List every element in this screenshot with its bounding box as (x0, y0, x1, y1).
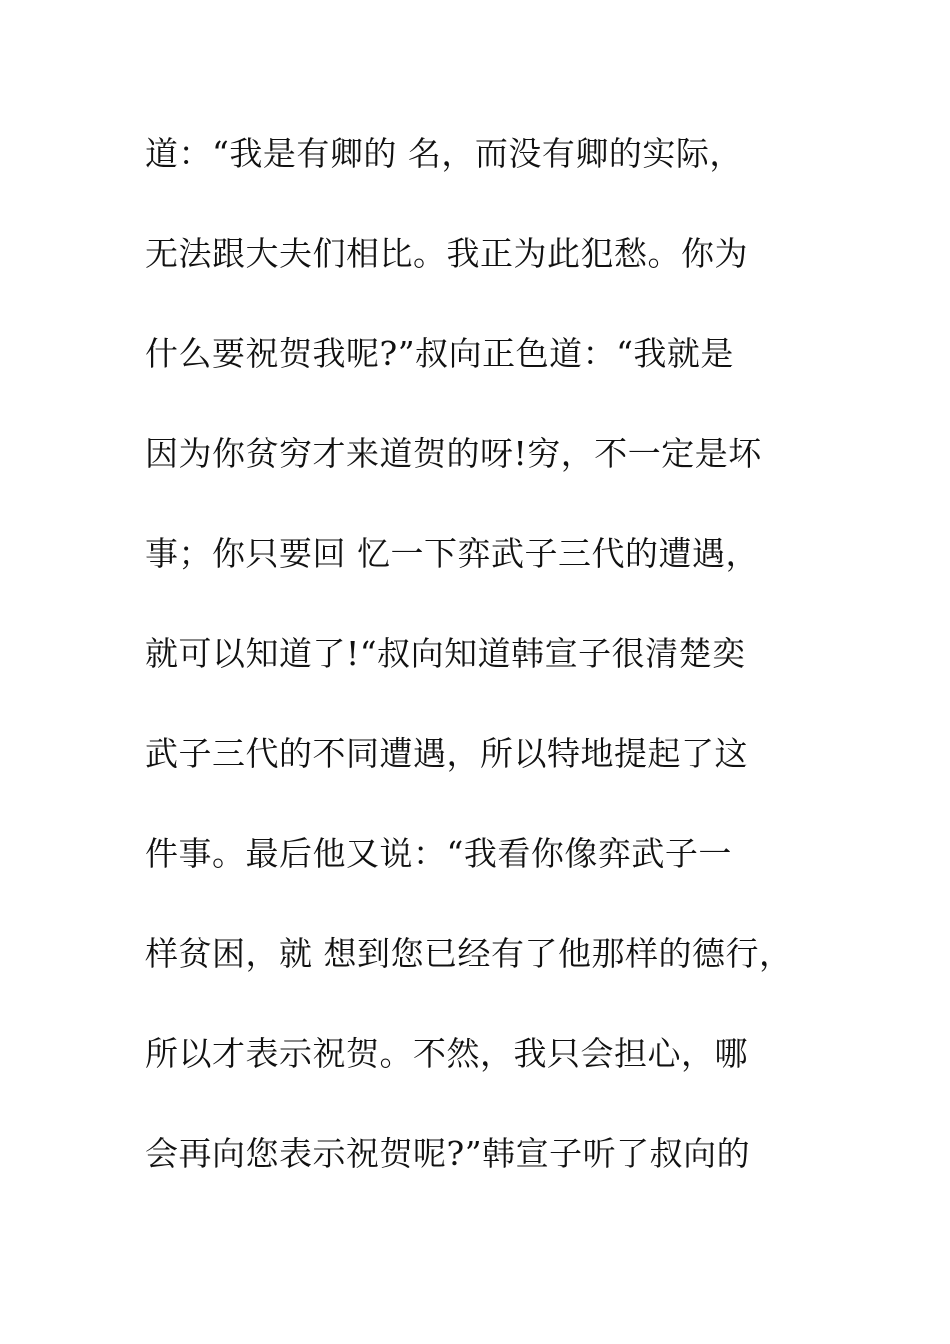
text-line-10: 所以才表示祝贺。不然，我只会担心，哪 (145, 1034, 748, 1073)
text-line-2: 无法跟大夫们相比。我正为此犯愁。你为 (145, 234, 748, 273)
body-text (145, 126, 845, 1226)
text-line-8: 件事。最后他又说：“我看你像弈武子一 (145, 834, 732, 873)
text-line-11: 会再向您表示祝贺呢?”韩宣子听了叔向的 (145, 1134, 751, 1173)
text-line-3: 什么要祝贺我呢?”叔向正色道：“我就是 (145, 334, 734, 373)
text-line-1: 道：“我是有卿的 名，而没有卿的实际， (145, 134, 743, 173)
text-line-4: 因为你贫穷才来道贺的呀!穷，不一定是坏 (145, 434, 762, 473)
text-line-9: 样贫困，就 想到您已经有了他那样的德行， (145, 934, 793, 973)
text-line-7: 武子三代的不同遭遇，所以特地提起了这 (145, 734, 748, 773)
text-line-6: 就可以知道了!“叔向知道韩宣子很清楚奕 (145, 634, 746, 673)
text-line-5: 事；你只要回 忆一下弈武子三代的遭遇， (145, 534, 759, 573)
